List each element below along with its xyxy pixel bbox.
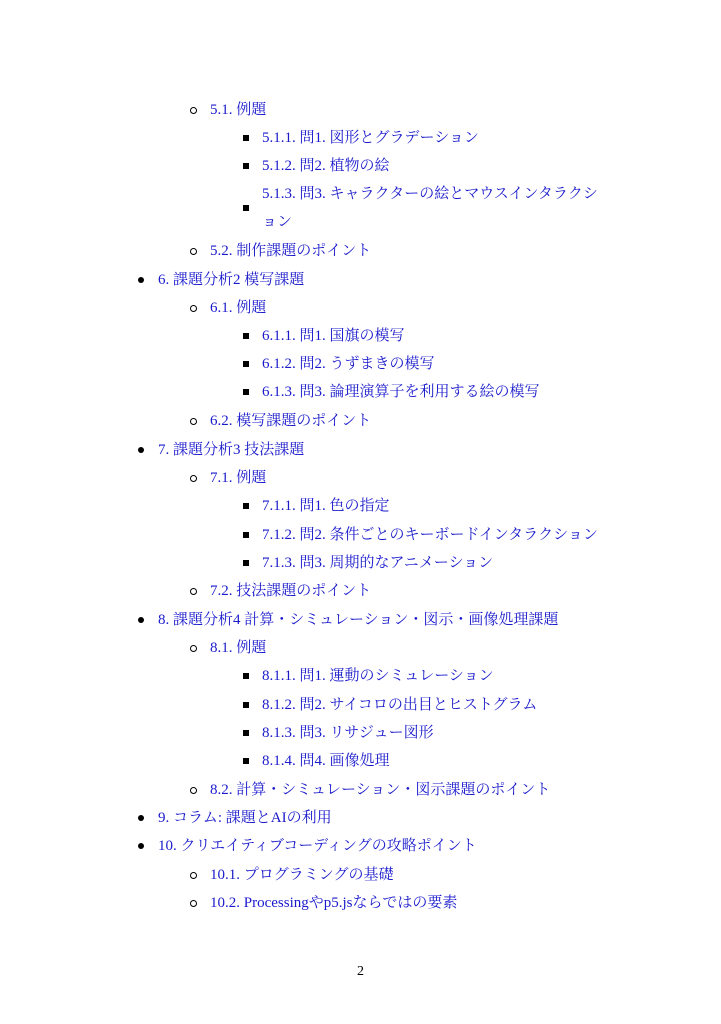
toc-item-5-1-3[interactable] (262, 180, 612, 236)
toc-link[interactable]: 5.1. 例題 (210, 102, 267, 118)
toc-link[interactable]: 5.1.3. 問3. キャラクターの絵とマウスインタラクション (262, 186, 598, 230)
toc-link[interactable]: 6.2. 模写課題のポイント (210, 413, 372, 429)
toc-link[interactable]: 6.1.3. 問3. 論理演算子を利用する絵の模写 (262, 384, 540, 400)
toc-link[interactable]: 7.1.3. 問3. 周期的なアニメーション (262, 555, 494, 571)
toc-link[interactable]: 6.1.1. 問1. 国旗の模写 (262, 328, 405, 344)
toc-item-8-1-2[interactable] (262, 695, 537, 715)
toc-item-5-2[interactable] (210, 241, 371, 261)
toc-link[interactable]: 8.1.4. 問4. 画像処理 (262, 753, 390, 769)
toc-link[interactable]: 8.1.1. 問1. 運動のシミュレーション (262, 668, 494, 684)
toc-link[interactable]: 10.1. プログラミングの基礎 (210, 867, 394, 883)
toc-item-5-1-1[interactable] (262, 128, 479, 148)
toc-item-6[interactable] (158, 270, 304, 290)
toc-item-6-1-3[interactable] (262, 382, 540, 402)
toc-item-7-1-3[interactable] (262, 553, 493, 573)
toc-link[interactable]: 5.2. 制作課題のポイント (210, 243, 372, 259)
toc-item-6-1-2[interactable] (262, 354, 435, 374)
toc-link[interactable]: 9. コラム: 課題とAIの利用 (158, 810, 332, 826)
toc-item-7-1-2[interactable] (262, 525, 598, 545)
toc-item-6-2[interactable] (210, 411, 371, 431)
toc-item-10-2[interactable] (210, 893, 457, 913)
toc-link[interactable]: 8.1.3. 問3. リサジュー図形 (262, 725, 434, 741)
toc-item-6-1[interactable] (210, 298, 266, 318)
toc-item-8[interactable] (158, 610, 558, 630)
toc-item-8-1-1[interactable] (262, 666, 494, 686)
toc-item-8-2[interactable] (210, 780, 550, 800)
toc-link[interactable]: 7. 課題分析3 技法課題 (158, 442, 305, 458)
toc-item-7[interactable] (158, 440, 304, 460)
toc-link[interactable]: 6.1.2. 問2. うずまきの模写 (262, 356, 435, 372)
toc-item-8-1-4[interactable] (262, 751, 390, 771)
toc-link[interactable]: 10. クリエイティブコーディングの攻略ポイント (158, 838, 477, 854)
toc-link[interactable]: 6.1. 例題 (210, 300, 267, 316)
toc-link[interactable]: 6. 課題分析2 模写課題 (158, 272, 305, 288)
page-number: 2 (357, 964, 364, 979)
toc-link[interactable]: 7.1.1. 問1. 色の指定 (262, 498, 390, 514)
toc-item-6-1-1[interactable] (262, 326, 405, 346)
toc-link[interactable]: 8.2. 計算・シミュレーション・図示課題のポイント (210, 782, 551, 798)
toc-link[interactable]: 8.1.2. 問2. サイコロの出目とヒストグラム (262, 697, 538, 713)
toc-link[interactable]: 5.1.2. 問2. 植物の絵 (262, 158, 390, 174)
toc-link[interactable]: 7.1. 例題 (210, 470, 267, 486)
toc-item-8-1-3[interactable] (262, 723, 434, 743)
toc-item-10[interactable] (158, 836, 477, 856)
toc-item-7-2[interactable] (210, 581, 371, 601)
toc-item-8-1[interactable] (210, 638, 266, 658)
toc-item-9[interactable] (158, 808, 332, 828)
toc-item-10-1[interactable] (210, 865, 393, 885)
toc-item-5-1[interactable] (210, 100, 266, 120)
toc-link[interactable]: 5.1.1. 問1. 図形とグラデーション (262, 130, 479, 146)
toc-item-5-1-2[interactable] (262, 156, 390, 176)
toc-link[interactable]: 8. 課題分析4 計算・シミュレーション・図示・画像処理課題 (158, 612, 559, 628)
toc-item-7-1[interactable] (210, 468, 266, 488)
toc-link[interactable]: 8.1. 例題 (210, 640, 267, 656)
toc-link[interactable]: 7.2. 技法課題のポイント (210, 583, 372, 599)
toc-link[interactable]: 7.1.2. 問2. 条件ごとのキーボードインタラクション (262, 527, 598, 543)
toc-item-7-1-1[interactable] (262, 496, 390, 516)
toc-link[interactable]: 10.2. Processingやp5.jsならではの要素 (210, 895, 458, 911)
